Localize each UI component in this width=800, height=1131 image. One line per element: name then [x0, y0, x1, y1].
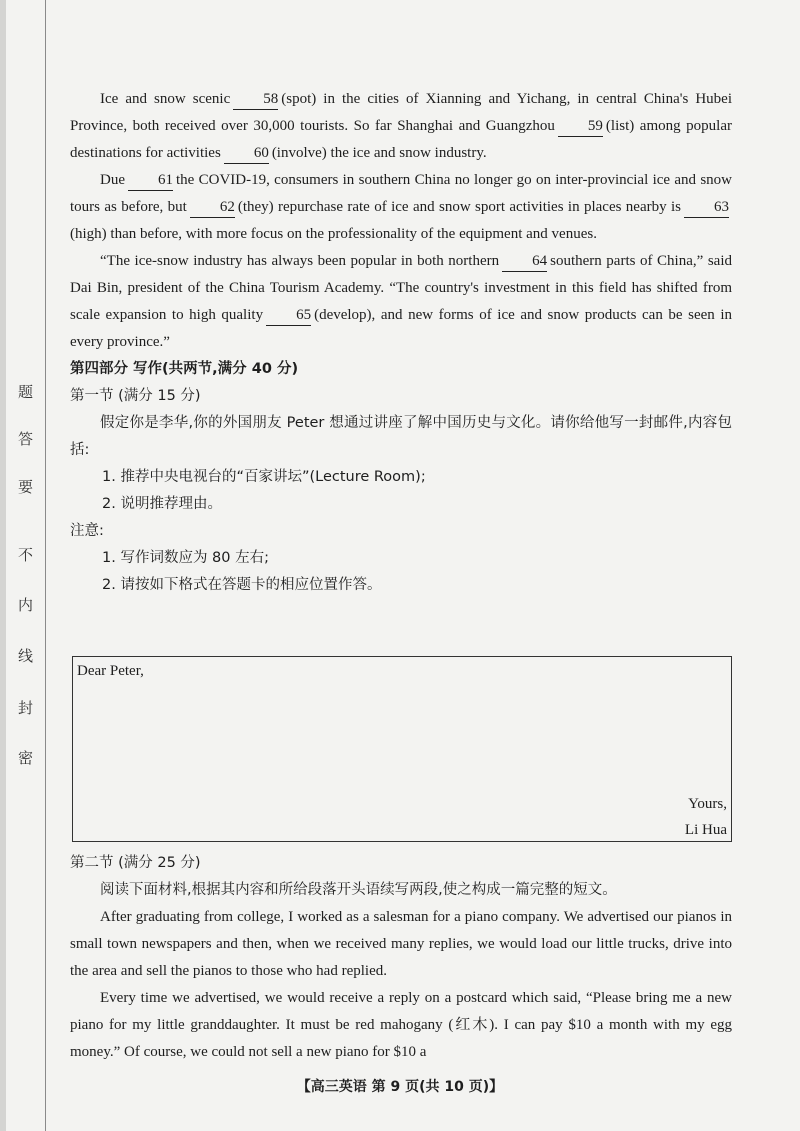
- page-edge: [0, 0, 6, 1131]
- seal-char: 不: [18, 548, 34, 564]
- section1-title: 第一节 (满分 15 分): [70, 388, 201, 404]
- seal-char: 答: [18, 432, 34, 448]
- answer-blank-62[interactable]: 62: [190, 198, 235, 218]
- section2: [70, 850, 732, 1066]
- answer-blank-65[interactable]: 65: [266, 306, 311, 326]
- section2-instruction: 阅读下面材料,根据其内容和所给段落开头语续写两段,使之构成一篇完整的短文。: [100, 882, 617, 898]
- exam-content: [70, 86, 732, 599]
- seal-char: 内: [18, 598, 34, 614]
- section2-title: 第二节 (满分 25 分): [70, 855, 201, 871]
- binding-margin-line: [45, 0, 46, 1131]
- letter-closing: [685, 791, 727, 843]
- letter-closing-word: Yours,: [688, 796, 727, 812]
- seal-char: 密: [18, 751, 34, 767]
- letter-answer-box[interactable]: [72, 656, 732, 842]
- prompt-point-2: 2. 说明推荐理由。: [102, 496, 222, 512]
- answer-blank-58[interactable]: 58: [233, 90, 278, 110]
- seal-char: 封: [18, 701, 34, 717]
- note-1: 1. 写作词数应为 80 左右;: [102, 550, 269, 566]
- notes-label: 注意:: [70, 523, 104, 539]
- answer-blank-63[interactable]: 63: [684, 198, 729, 218]
- section1-prompt: 假定你是李华,你的外国朋友 Peter 想通过讲座了解中国历史与文化。请你给他写一封邮件,内容包括:: [70, 415, 732, 458]
- page-footer: 【高三英语 第 9 页(共 10 页)】: [296, 1079, 504, 1095]
- seal-char: 要: [18, 480, 34, 496]
- passage-paragraph-1: Ice and snow scenic 58 (spot) in the cities of Xianning and Yichang, in central China's Hubei Province, both received over 30,000 tourists. So far Shanghai and Guangzhou 59 (list) among popular destinations for activities 60 (involve) the ice and snow industry.: [70, 86, 732, 167]
- seal-char: 线: [18, 649, 34, 665]
- passage-paragraph-2: Due 61 the COVID-19, consumers in southern China no longer go on inter-provincial ice and snow tours as before, but 62 (they) repurchase rate of ice and snow sport activities in places nearby is 63(high) than before, with more focus on the professionality of the equipment and venues.: [70, 172, 732, 242]
- part-title: 第四部分 写作(共两节,满分 40 分): [70, 361, 299, 377]
- story-paragraph-1: After graduating from college, I worked as a salesman for a piano company. We advertised our pianos in small town newspapers and then, when we received many replies, we would load our little trucks, drive into the area and sell the pianos to those who had replied.: [70, 909, 732, 979]
- letter-signature: Li Hua: [684, 822, 727, 838]
- passage-paragraph-3: “The ice-snow industry has always been popular in both northern 64 southern parts of China,” said Dai Bin, president of the China Tourism Academy. “The country's investment in this field has shifted from scale expansion to high quality 65 (develop), and new forms of ice and snow products can be seen in every province.”: [70, 253, 733, 350]
- answer-blank-59[interactable]: 59: [558, 117, 603, 137]
- letter-salutation: Dear Peter,: [77, 663, 144, 679]
- answer-blank-60[interactable]: 60: [224, 144, 269, 164]
- answer-blank-61[interactable]: 61: [128, 171, 173, 191]
- story-paragraph-2: Every time we advertised, we would receive a reply on a postcard which said, “Please bring me a new piano for my little granddaughter. It must be red mahogany (红木). I can pay $10 a month with my egg money.” Of course, we could not sell a new piano for $10 a: [70, 990, 732, 1060]
- note-2: 2. 请按如下格式在答题卡的相应位置作答。: [102, 577, 382, 593]
- answer-blank-64[interactable]: 64: [502, 252, 547, 272]
- prompt-point-1: 1. 推荐中央电视台的“百家讲坛”(Lecture Room);: [102, 469, 426, 485]
- seal-char: 题: [18, 385, 34, 401]
